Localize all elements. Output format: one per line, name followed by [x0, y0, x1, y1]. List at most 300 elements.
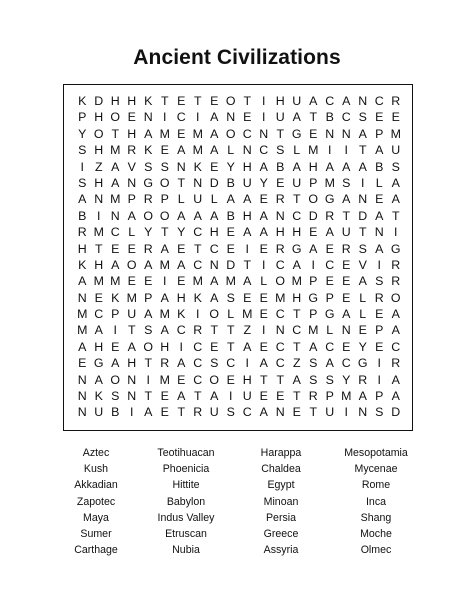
grid-letter: I: [377, 257, 381, 272]
grid-letter: A: [292, 159, 301, 174]
grid-letter: S: [160, 159, 169, 174]
grid-letter: A: [210, 126, 219, 141]
grid-letter: A: [177, 389, 186, 404]
grid-letter: L: [260, 274, 268, 289]
grid-letter: C: [374, 94, 384, 108]
grid-letter: I: [245, 356, 249, 371]
grid-letter: O: [209, 372, 220, 387]
grid-letter: E: [210, 339, 219, 354]
grid-letter: E: [160, 143, 169, 158]
grid-letter: E: [177, 94, 186, 108]
grid-letter: N: [77, 405, 87, 420]
grid-letter: D: [391, 405, 401, 420]
grid-letter: A: [111, 356, 120, 371]
grid-letter: G: [324, 307, 335, 322]
grid-letter: R: [160, 356, 170, 371]
word-list-item: Nubia: [172, 544, 200, 557]
grid-letter: A: [325, 356, 334, 371]
grid-letter: M: [192, 274, 203, 289]
grid-letter: A: [144, 405, 153, 420]
grid-letter: P: [309, 274, 318, 289]
grid-letter: K: [193, 159, 202, 174]
grid-letter: E: [259, 339, 268, 354]
grid-letter: I: [262, 323, 266, 338]
grid-letter: R: [193, 405, 203, 420]
grid-letter: C: [193, 372, 203, 387]
grid-letter: A: [342, 307, 351, 322]
grid-letter: P: [309, 307, 318, 322]
grid-letter: E: [177, 274, 186, 289]
grid-letter: B: [325, 110, 334, 125]
grid-letter: R: [391, 274, 401, 289]
grid-letter: Y: [78, 126, 87, 141]
grid-letter: I: [262, 257, 266, 272]
grid-letter: C: [242, 405, 252, 420]
grid-letter: P: [309, 175, 318, 190]
grid-letter: C: [325, 94, 335, 108]
grid-letter: Z: [243, 323, 252, 338]
word-list-item: Shang: [360, 511, 392, 524]
grid-letter: A: [259, 225, 268, 240]
grid-letter: A: [375, 208, 384, 223]
word-list-item: Rome: [361, 479, 391, 492]
grid-letter: U: [292, 175, 302, 190]
grid-letter: A: [259, 356, 268, 371]
page-title: Ancient Civilizations: [133, 46, 341, 69]
grid-letter: E: [111, 241, 120, 256]
grid-letter: L: [227, 143, 235, 158]
grid-letter: E: [177, 126, 186, 141]
grid-letter: B: [226, 175, 235, 190]
grid-letter: G: [324, 192, 335, 207]
word-list-item: Akkadian: [74, 479, 118, 492]
word-list-item: Chaldea: [261, 463, 301, 476]
grid-letter: T: [226, 339, 235, 354]
grid-letter: N: [77, 290, 87, 305]
grid-letter: M: [291, 274, 302, 289]
grid-letter: T: [259, 372, 268, 387]
grid-letter: U: [127, 307, 137, 322]
grid-letter: A: [111, 257, 120, 272]
grid-letter: T: [193, 94, 202, 108]
grid-letter: B: [226, 208, 235, 223]
grid-letter: M: [159, 307, 170, 322]
grid-letter: C: [110, 225, 120, 240]
grid-letter: S: [226, 290, 235, 305]
grid-letter: A: [210, 143, 219, 158]
grid-letter: Z: [292, 356, 301, 371]
grid-letter: N: [193, 175, 203, 190]
grid-letter: T: [160, 94, 169, 108]
grid-letter: U: [275, 110, 285, 125]
word-list-item: Zapotec: [76, 495, 116, 508]
grid-letter: O: [159, 175, 170, 190]
word-list-item: Hittite: [172, 479, 200, 492]
grid-letter: A: [78, 339, 87, 354]
grid-letter: K: [144, 143, 153, 158]
grid-letter: R: [358, 372, 368, 387]
grid-letter: N: [275, 208, 285, 223]
grid-letter: D: [226, 257, 236, 272]
grid-letter: A: [342, 192, 351, 207]
grid-letter: A: [177, 257, 186, 272]
grid-letter: O: [159, 208, 170, 223]
grid-letter: C: [209, 241, 219, 256]
grid-letter: I: [394, 225, 398, 240]
grid-letter: R: [374, 290, 384, 305]
grid-letter: P: [325, 389, 334, 404]
word-list-item: Kush: [83, 463, 109, 476]
grid-letter: E: [177, 372, 186, 387]
grid-letter: M: [225, 274, 236, 289]
grid-letter: S: [78, 175, 87, 190]
grid-letter: A: [259, 405, 268, 420]
grid-letter: T: [391, 208, 400, 223]
grid-letter: E: [226, 225, 235, 240]
grid-letter: I: [80, 159, 84, 174]
grid-letter: A: [375, 241, 384, 256]
grid-letter: T: [193, 389, 202, 404]
grid-letter: L: [210, 192, 218, 207]
grid-letter: I: [377, 356, 381, 371]
word-list-item: Inca: [365, 495, 387, 508]
grid-letter: T: [193, 241, 202, 256]
grid-letter: C: [275, 257, 285, 272]
grid-letter: T: [144, 356, 153, 371]
grid-letter: T: [177, 175, 186, 190]
grid-letter: A: [177, 356, 186, 371]
grid-letter: L: [359, 307, 367, 322]
grid-letter: E: [259, 307, 268, 322]
grid-letter: R: [391, 257, 401, 272]
grid-letter: T: [309, 110, 318, 125]
grid-letter: T: [226, 323, 235, 338]
grid-letter: R: [275, 241, 285, 256]
word-list-item: Maya: [83, 511, 109, 524]
grid-letter: K: [193, 290, 202, 305]
grid-letter: P: [375, 323, 384, 338]
grid-letter: O: [275, 274, 286, 289]
grid-letter: C: [193, 356, 203, 371]
grid-letter: O: [143, 339, 154, 354]
grid-letter: A: [94, 323, 103, 338]
word-list: [54, 445, 424, 558]
grid-letter: N: [275, 405, 285, 420]
grid-letter: C: [259, 143, 269, 158]
grid-letter: M: [110, 192, 121, 207]
grid-letter: A: [342, 159, 351, 174]
grid-letter: M: [242, 307, 253, 322]
grid-letter: N: [127, 372, 137, 387]
grid-letter: L: [227, 307, 235, 322]
grid-letter: U: [341, 225, 351, 240]
word-list-item: Olmec: [360, 544, 392, 557]
grid-letter: S: [342, 175, 351, 190]
word-list-item: Babylon: [166, 495, 206, 508]
grid-letter: H: [94, 110, 104, 125]
grid-letter: G: [390, 241, 401, 256]
grid-letter: O: [209, 307, 220, 322]
word-list-item: Indus Valley: [157, 511, 215, 524]
grid-letter: A: [292, 257, 301, 272]
grid-letter: E: [177, 241, 186, 256]
grid-letter: I: [179, 339, 183, 354]
grid-letter: H: [127, 356, 137, 371]
grid-letter: A: [210, 389, 219, 404]
grid-letter: T: [292, 389, 301, 404]
word-list-item: Carthage: [74, 544, 118, 557]
grid-letter: H: [127, 126, 137, 141]
grid-letter: T: [243, 94, 252, 108]
grid-letter: N: [358, 405, 368, 420]
grid-letter: L: [293, 143, 301, 158]
grid-letter: H: [160, 339, 170, 354]
grid-letter: A: [243, 339, 252, 354]
grid-letter: S: [210, 356, 219, 371]
grid-letter: M: [77, 307, 88, 322]
grid-letter: K: [177, 307, 186, 322]
grid-letter: M: [192, 143, 203, 158]
grid-letter: T: [358, 143, 367, 158]
grid-letter: S: [276, 143, 285, 158]
grid-letter: E: [375, 307, 384, 322]
grid-letter: A: [309, 94, 318, 108]
grid-letter: A: [78, 274, 87, 289]
grid-letter: A: [160, 323, 169, 338]
grid-letter: G: [308, 290, 319, 305]
grid-letter: V: [127, 159, 136, 174]
grid-letter: E: [325, 241, 334, 256]
word-list-item: Assyria: [263, 544, 299, 557]
grid-letter: G: [291, 241, 302, 256]
grid-letter: E: [160, 389, 169, 404]
grid-letter: N: [341, 126, 351, 141]
grid-letter: T: [127, 323, 136, 338]
grid-letter: G: [93, 356, 104, 371]
grid-letter: I: [377, 372, 381, 387]
grid-letter: H: [292, 225, 302, 240]
grid-letter: I: [344, 143, 348, 158]
grid-letter: Y: [358, 339, 367, 354]
grid-letter: R: [275, 192, 285, 207]
grid-letter: V: [358, 257, 367, 272]
grid-letter: Y: [177, 225, 186, 240]
grid-letter: I: [361, 175, 365, 190]
grid-letter: E: [226, 372, 235, 387]
grid-letter: P: [375, 389, 384, 404]
word-list-item: Minoan: [263, 495, 299, 508]
grid-letter: T: [276, 126, 285, 141]
grid-letter: R: [143, 241, 153, 256]
grid-letter: E: [309, 225, 318, 240]
grid-letter: M: [159, 257, 170, 272]
grid-letter: U: [391, 143, 401, 158]
grid-letter: S: [358, 110, 367, 125]
word-list-item: Harappa: [260, 447, 302, 459]
grid-letter: C: [176, 323, 186, 338]
grid-letter: P: [144, 290, 153, 305]
grid-letter: A: [127, 208, 136, 223]
grid-letter: I: [196, 110, 200, 125]
grid-letter: P: [375, 126, 384, 141]
grid-letter: S: [358, 241, 367, 256]
grid-letter: P: [325, 290, 334, 305]
grid-letter: O: [126, 257, 137, 272]
grid-letter: C: [94, 307, 104, 322]
grid-letter: H: [176, 290, 186, 305]
grid-letter: T: [358, 225, 367, 240]
grid-letter: A: [325, 159, 334, 174]
word-list-item: Mesopotamia: [344, 447, 408, 459]
grid-letter: A: [391, 175, 400, 190]
grid-letter: E: [358, 323, 367, 338]
grid-letter: B: [375, 159, 384, 174]
grid-letter: A: [391, 307, 400, 322]
word-list-item: Etruscan: [165, 527, 207, 540]
grid-letter: H: [308, 159, 318, 174]
grid-letter: P: [111, 307, 120, 322]
grid-letter: L: [177, 192, 185, 207]
grid-letter: T: [276, 372, 285, 387]
grid-letter: C: [226, 356, 236, 371]
grid-letter: K: [78, 94, 87, 108]
grid-letter: R: [391, 94, 401, 108]
grid-letter: M: [77, 323, 88, 338]
grid-letter: A: [325, 225, 334, 240]
grid-letter: S: [144, 159, 153, 174]
grid-letter: U: [94, 405, 104, 420]
grid-letter: A: [177, 143, 186, 158]
grid-letter: E: [94, 290, 103, 305]
word-search-grid: [74, 93, 404, 421]
grid-letter: A: [292, 372, 301, 387]
grid-letter: M: [324, 175, 335, 190]
grid-letter: A: [292, 110, 301, 125]
grid-letter: B: [276, 159, 285, 174]
grid-letter: C: [341, 110, 351, 125]
grid-letter: T: [309, 405, 318, 420]
grid-letter: L: [326, 323, 334, 338]
grid-letter: A: [259, 208, 268, 223]
grid-letter: I: [146, 372, 150, 387]
grid-letter: C: [341, 356, 351, 371]
grid-letter: R: [193, 323, 203, 338]
grid-letter: E: [276, 175, 285, 190]
grid-letter: L: [359, 290, 367, 305]
grid-letter: P: [127, 192, 136, 207]
grid-letter: O: [93, 126, 104, 141]
grid-letter: C: [242, 126, 252, 141]
grid-letter: T: [342, 208, 351, 223]
grid-letter: M: [308, 143, 319, 158]
grid-letter: S: [309, 372, 318, 387]
grid-letter: T: [160, 225, 169, 240]
grid-letter: E: [325, 274, 334, 289]
grid-letter: M: [126, 290, 137, 305]
grid-letter: K: [78, 257, 87, 272]
grid-letter: A: [210, 274, 219, 289]
grid-letter: E: [144, 274, 153, 289]
grid-letter: E: [375, 192, 384, 207]
grid-letter: A: [144, 257, 153, 272]
grid-letter: E: [375, 110, 384, 125]
grid-letter: E: [78, 356, 87, 371]
grid-letter: A: [358, 274, 367, 289]
word-list-item: Sumer: [80, 527, 112, 540]
grid-letter: I: [196, 307, 200, 322]
grid-letter: C: [292, 208, 302, 223]
grid-letter: N: [242, 143, 252, 158]
grid-letter: H: [94, 339, 104, 354]
grid-letter: G: [291, 126, 302, 141]
grid-letter: M: [192, 126, 203, 141]
grid-letter: I: [130, 405, 134, 420]
grid-letter: A: [391, 192, 400, 207]
grid-letter: C: [391, 339, 401, 354]
grid-letter: S: [391, 159, 400, 174]
grid-letter: D: [94, 94, 104, 108]
grid-letter: O: [143, 208, 154, 223]
grid-letter: D: [209, 175, 219, 190]
grid-letter: A: [243, 274, 252, 289]
grid-letter: R: [341, 241, 351, 256]
grid-letter: N: [143, 110, 153, 125]
grid-letter: A: [144, 126, 153, 141]
grid-letter: E: [243, 290, 252, 305]
grid-letter: A: [127, 339, 136, 354]
grid-letter: E: [160, 405, 169, 420]
grid-letter: N: [209, 257, 219, 272]
grid-letter: H: [94, 257, 104, 272]
grid-letter: L: [128, 225, 136, 240]
grid-letter: E: [391, 110, 400, 125]
grid-letter: A: [78, 192, 87, 207]
grid-letter: E: [342, 290, 351, 305]
grid-letter: A: [210, 110, 219, 125]
grid-letter: E: [127, 110, 136, 125]
grid-letter: T: [292, 307, 301, 322]
grid-letter: M: [93, 274, 104, 289]
grid-letter: E: [342, 257, 351, 272]
grid-letter: S: [226, 405, 235, 420]
word-list-item: Persia: [265, 511, 297, 524]
grid-letter: E: [127, 274, 136, 289]
grid-letter: M: [308, 323, 319, 338]
grid-letter: M: [93, 225, 104, 240]
grid-letter: N: [94, 192, 104, 207]
grid-letter: I: [97, 208, 101, 223]
grid-letter: R: [391, 356, 401, 371]
grid-letter: S: [111, 389, 120, 404]
grid-letter: K: [111, 290, 120, 305]
grid-letter: A: [111, 175, 120, 190]
grid-letter: T: [111, 126, 120, 141]
grid-letter: A: [94, 372, 103, 387]
word-list-item: Aztec: [82, 447, 110, 459]
grid-letter: N: [358, 94, 368, 108]
grid-letter: C: [325, 339, 335, 354]
grid-letter: A: [391, 389, 400, 404]
grid-letter: D: [308, 208, 318, 223]
word-search-grid-frame: [63, 84, 413, 431]
grid-letter: A: [193, 208, 202, 223]
grid-letter: H: [242, 208, 252, 223]
grid-letter: H: [110, 94, 120, 108]
word-list-item: Teotihuacan: [157, 447, 215, 459]
grid-letter: S: [309, 356, 318, 371]
grid-letter: A: [160, 290, 169, 305]
grid-letter: A: [177, 208, 186, 223]
